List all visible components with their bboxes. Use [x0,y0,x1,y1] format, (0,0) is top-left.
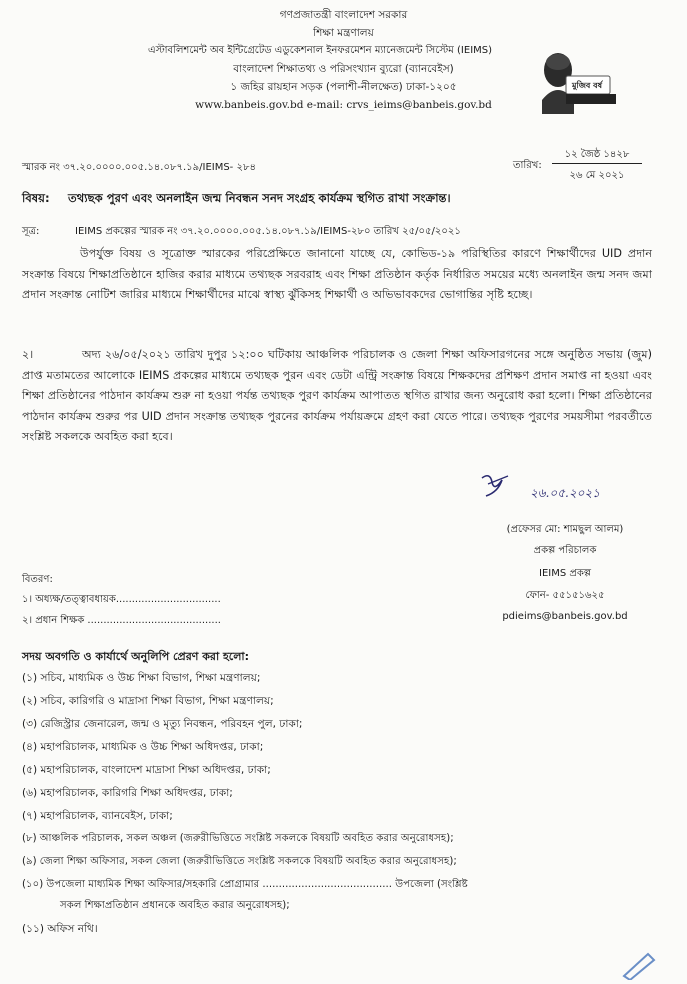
pencil-icon[interactable] [618,950,658,984]
header-address: ১ জহির রায়হান সড়ক (পলাশী-নীলক্ষেত) ঢাকা-১২০৫ [230,81,457,93]
copy-item: (৪) মহাপরিচালক, মাধ্যমিক ও উচ্চ শিক্ষা অধিদপ্তর, ঢাকা; [22,741,264,753]
signature-scribble [478,470,518,504]
copy-item: (১০) উপজেলা মাধ্যমিক শিক্ষা অফিসার/সহকারি প্রোগ্রামার ........................................ উপজেলা (সংশ্লিষ্ট [22,879,468,890]
reference-text: IEIMS প্রকল্পের স্মারক নং ৩৭.২০.০০০০.০০৫.১৪.০৮৭.১৯/IEIMS-২৮০ তারিখ ২৫/০৫/২০২১ [75,226,461,237]
copy-item: (৭) মহাপরিচালক, ব্যানবেইস, ঢাকা; [22,810,173,822]
header-ministry: শিক্ষা মন্ত্রণালয় [313,27,374,39]
header-project: এস্টাবলিশমেন্ট অব ইন্টিগ্রেটেড এডুকেশনাল ইনফরমেশন ম্যানেজমেন্ট সিস্টেম (IEIMS) [147,45,493,56]
copy-item: (৯) জেলা শিক্ষা অফিসার, সকল জেলা (জরুরীভিত্তিতে সংশ্লিষ্ট সকলকে বিষয়টি অবহিত করার অনুরোধসহ); [22,856,457,867]
copy-item: (১) সচিব, মাধ্যমিক ও উচ্চ শিক্ষা বিভাগ, শিক্ষা মন্ত্রণালয়; [22,672,261,684]
signatory-title: প্রকল্প পরিচালক [533,545,597,556]
copy-item: (৩) রেজিস্ট্রার জেনারেল, জন্ম ও মৃত্যু নিবন্ধন, পরিবহন পুল, ঢাকা; [22,718,303,730]
copy-item: (৮) আঞ্চলিক পরিচালক, সকল অঞ্চল (জরুরীভিত্তিতে সংশ্লিষ্ট সকলকে বিষয়টি অবহিত করার অনুরোধসহ); [22,833,454,844]
copy-item: (১১) অফিস নথি। [22,923,98,935]
paragraph-2: অদ্য ২৬/০৫/২০২১ তারিখ দুপুর ১২:০০ ঘটিকায় আঞ্চলিক পরিচালক ও জেলা শিক্ষা অফিসারগনের সঙ্গে অনুষ্ঠিত সভায় (জুম) প্রাপ্ত মতামতের আলোকে IEIMS প্রকল্পের মাধ্যমে তথ্যছক পুরন এবং ডেটা এন্ট্রি সংক্রান্ত বিষয়ে শিক্ষকদের প্রশিক্ষণ প্রদান সমাপ্ত না হওয়া এবং শিক্ষা প্রতিষ্ঠানের পাঠদান কার্যক্রম শুরু না হওয়া পর্যন্ত তথ্যছক পুরণ কার্যক্রম আপাতত স্থগিত রাখার জন্য অনুরোধ করা হলো। শিক্ষা প্রতিষ্ঠানের পাঠদান কার্যক্রম শুরুর পর UID প্রদান সংক্রান্ত তথ্যছক পুরনের কার্যক্রম পর্যায়ক্রমে গ্রহণ করা যেতে পারে। তথ্যছক পুরণের সময়সীমা পরবর্তীতে সংশ্লিষ্ট সকলকে অবহিত করা হবে। [22,348,652,443]
date-english: ২৬ মে ২০২১ [569,170,625,181]
distribution-label: বিতরণ: [22,574,53,585]
copy-item: (২) সচিব, কারিগরি ও মাদ্রাসা শিক্ষা বিভাগ, শিক্ষা মন্ত্রণালয়; [22,695,274,707]
header-gov: গণপ্রজাতন্ত্রী বাংলাদেশ সরকার [279,9,408,21]
copies-heading: সদয় অবগতি ও কার্যার্থে অনুলিপি প্রেরণ করা হলো: [22,650,249,663]
signature-date: ২৬.০৫.২০২১ [530,486,601,500]
logo-text: মুজিব বর্ষ [572,81,602,90]
subject-label: বিষয়: [22,191,50,205]
copy-item: (৬) মহাপরিচালক, কারিগরি শিক্ষা অধিদপ্তর, ঢাকা; [22,787,233,799]
signatory-project: IEIMS প্রকল্প [539,568,591,579]
distribution-item: ২। প্রধান শিক্ষক .......................................... [22,615,221,626]
date-bangla: ১২ জৈষ্ঠ ১৪২৮ [564,149,630,160]
signatory-name: (প্রফেসর মো: শামছুল আলম) [506,524,624,535]
reference-label: সূত্র: [22,226,40,237]
header-web: www.banbeis.gov.bd e-mail: crvs_ieims@banbeis.gov.bd [195,99,492,111]
copy-item: (৫) মহাপরিচালক, বাংলাদেশ মাদ্রাসা শিক্ষা অধিদপ্তর, ঢাকা; [22,764,271,776]
header-bureau: বাংলাদেশ শিক্ষাতথ্য ও পরিসংখ্যান ব্যুরো (ব্যানবেইস) [233,63,454,75]
copy-item-continued: সকল শিক্ষাপ্রতিষ্ঠান প্রধানকে অবহিত করার অনুরোধসহ); [60,900,290,911]
distribution-item: ১। অধ্যক্ষ/তত্ত্বাবধায়ক................................. [22,594,221,605]
signatory-phone: ফোন- ৫৫১৫১৬২৫ [525,590,605,601]
signatory-email: pdieims@banbeis.gov.bd [502,611,628,622]
paragraph-2-number: ২। [22,348,34,361]
memo-number: স্মারক নং ৩৭.২০.০০০০.০০৫.১৪.০৮৭.১৯/IEIMS- ২৮৪ [22,162,256,173]
subject-text: তথ্যছক পুরণ এবং অনলাইন জন্ম নিবন্ধন সনদ সংগ্রহ কার্যক্রম স্থগিত রাখা সংক্রান্ত। [68,191,451,205]
date-label: তারিখ: [513,160,542,171]
paragraph-1: উপর্যুক্ত বিষয় ও সূত্রোক্ত স্মারকের পরিপ্রেক্ষিতে জানানো যাচ্ছে যে, কোভিড-১৯ পরিস্থিতির কারণে শিক্ষার্থীদের UID প্রদান সংক্রান্ত বিষয়ে শিক্ষাপ্রতিষ্ঠানে হাজির করার মাধ্যমে তথ্যছক সরবরাহ এবং শিক্ষা প্রতিষ্ঠান কর্তৃক নির্ধারিত সময়ের মধ্যে অনলাইন জন্ম সনদ জমা প্রদান সংক্রান্ত নোটিশ জারির মাধ্যমে শিক্ষার্থীদের মাঝে স্বাস্থ্য ঝুঁকিসহ শিক্ষার্থী ও অভিভাবকদের ভোগান্তির সৃষ্টি হচ্ছে। [22,247,652,301]
date-divider [552,163,642,164]
mujib-borsho-logo [532,40,624,114]
